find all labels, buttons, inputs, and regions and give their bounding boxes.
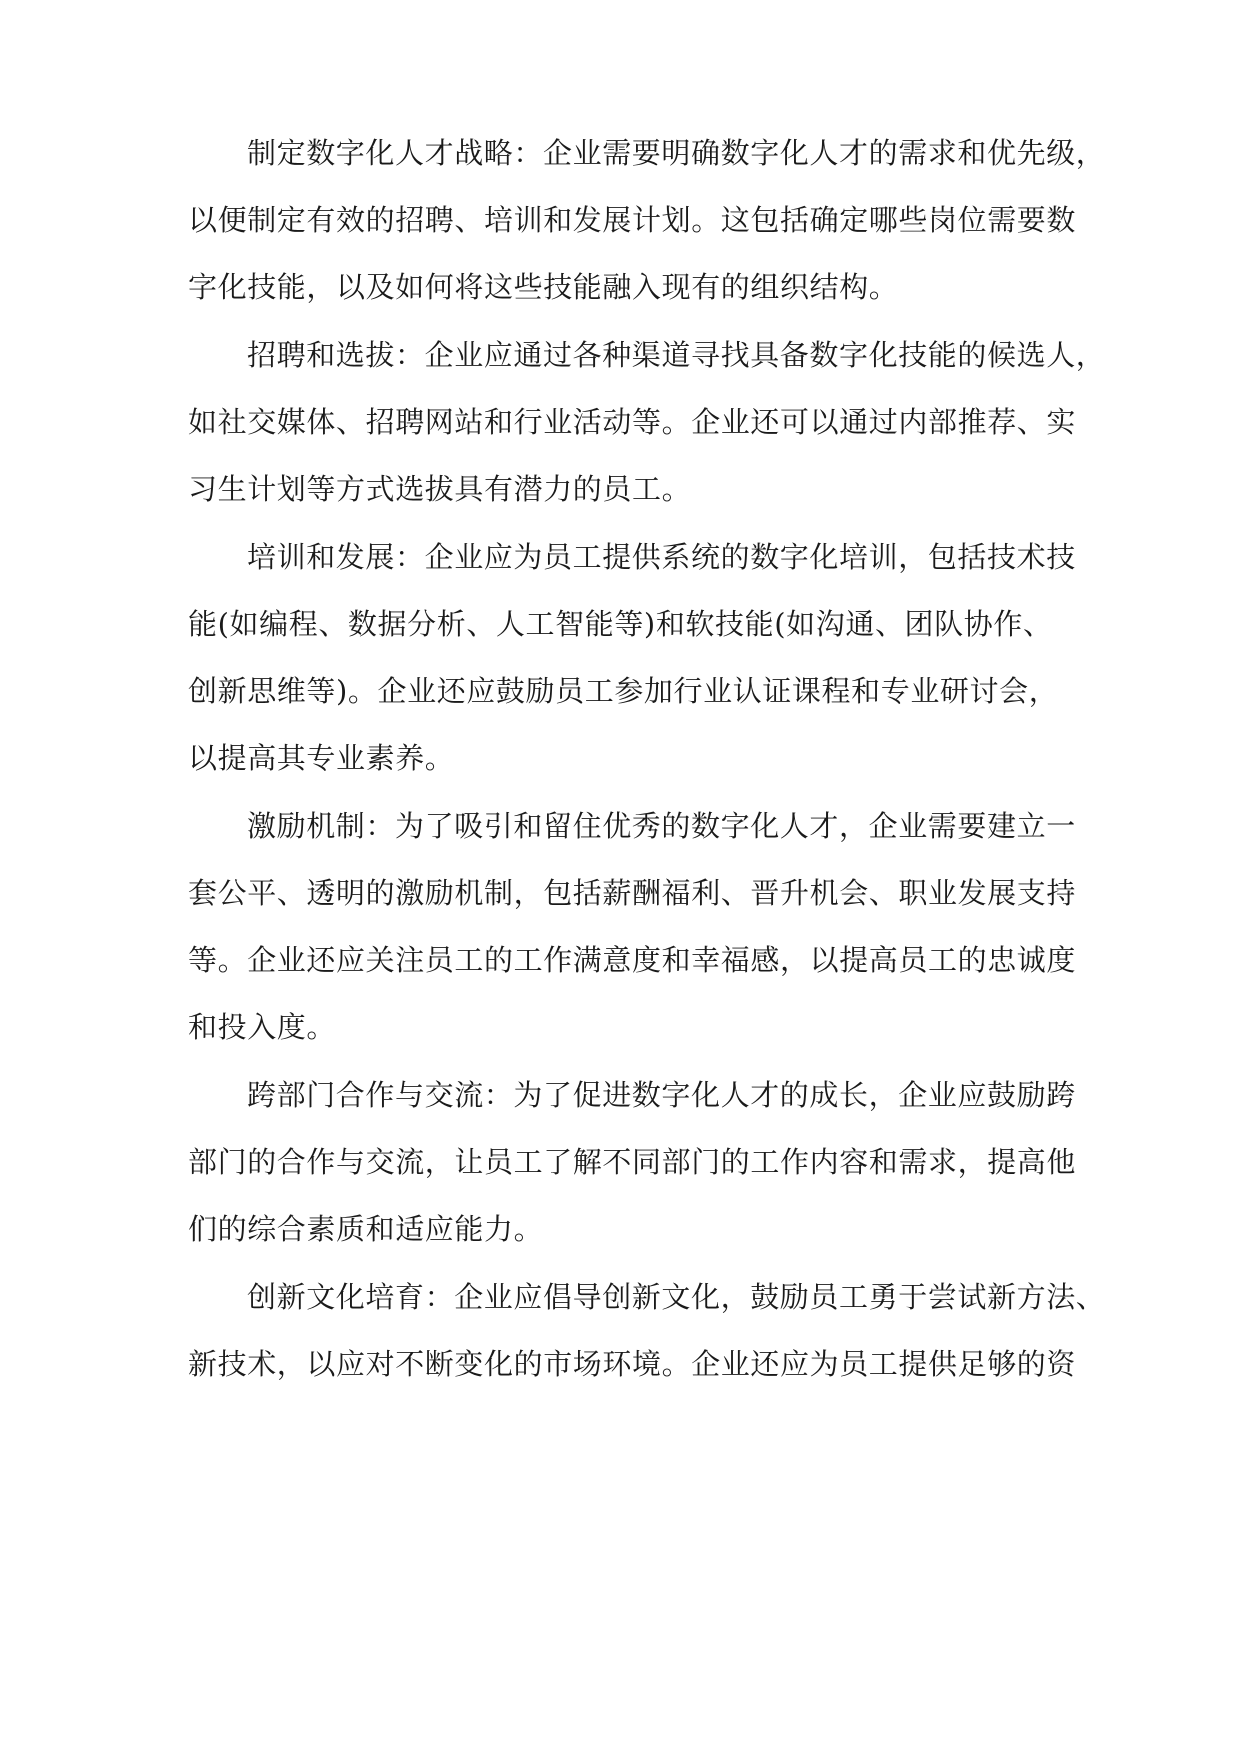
paragraph-6-line-1: 创新文化培育：企业应倡导创新文化，鼓励员工勇于尝试新方法、 (247, 1280, 1106, 1314)
paragraph-2-line-1: 招聘和选拔：企业应通过各种渠道寻找具备数字化技能的候选人， (247, 338, 1106, 372)
paragraph-4-line-1: 激励机制：为了吸引和留住优秀的数字化人才，企业需要建立一 (247, 809, 1076, 843)
paragraph-2-line-2: 如社交媒体、招聘网站和行业活动等。企业还可以通过内部推荐、实 (188, 405, 1077, 439)
paragraph-2-line-3: 习生计划等方式选拔具有潜力的员工。 (188, 472, 692, 506)
paragraph-3-line-1: 培训和发展：企业应为员工提供系统的数字化培训，包括技术技 (247, 540, 1076, 574)
paragraph-3-line-2: 能(如编程、数据分析、人工智能等)和软技能(如沟通、团队协作、 (188, 607, 1053, 641)
paragraph-4-line-2: 套公平、透明的激励机制，包括薪酬福利、晋升机会、职业发展支持 (188, 876, 1077, 910)
paragraph-1-line-1: 制定数字化人才战略：企业需要明确数字化人才的需求和优先级， (247, 136, 1106, 170)
paragraph-4-line-4: 和投入度。 (188, 1010, 337, 1044)
paragraph-1-line-2: 以便制定有效的招聘、培训和发展计划。这包括确定哪些岗位需要数 (188, 203, 1077, 237)
paragraph-3-line-3: 创新思维等)。企业还应鼓励员工参加行业认证课程和专业研讨会， (188, 674, 1059, 708)
paragraph-5-line-1: 跨部门合作与交流：为了促进数字化人才的成长，企业应鼓励跨 (247, 1078, 1076, 1112)
paragraph-6-line-2: 新技术，以应对不断变化的市场环境。企业还应为员工提供足够的资 (188, 1347, 1077, 1381)
paragraph-5-line-3: 们的综合素质和适应能力。 (188, 1212, 544, 1246)
paragraph-5-line-2: 部门的合作与交流，让员工了解不同部门的工作内容和需求，提高他 (188, 1145, 1077, 1179)
paragraph-4-line-3: 等。企业还应关注员工的工作满意度和幸福感，以提高员工的忠诚度 (188, 943, 1077, 977)
paragraph-3-line-4: 以提高其专业素养。 (188, 741, 455, 775)
paragraph-1-line-3: 字化技能，以及如何将这些技能融入现有的组织结构。 (188, 270, 899, 304)
